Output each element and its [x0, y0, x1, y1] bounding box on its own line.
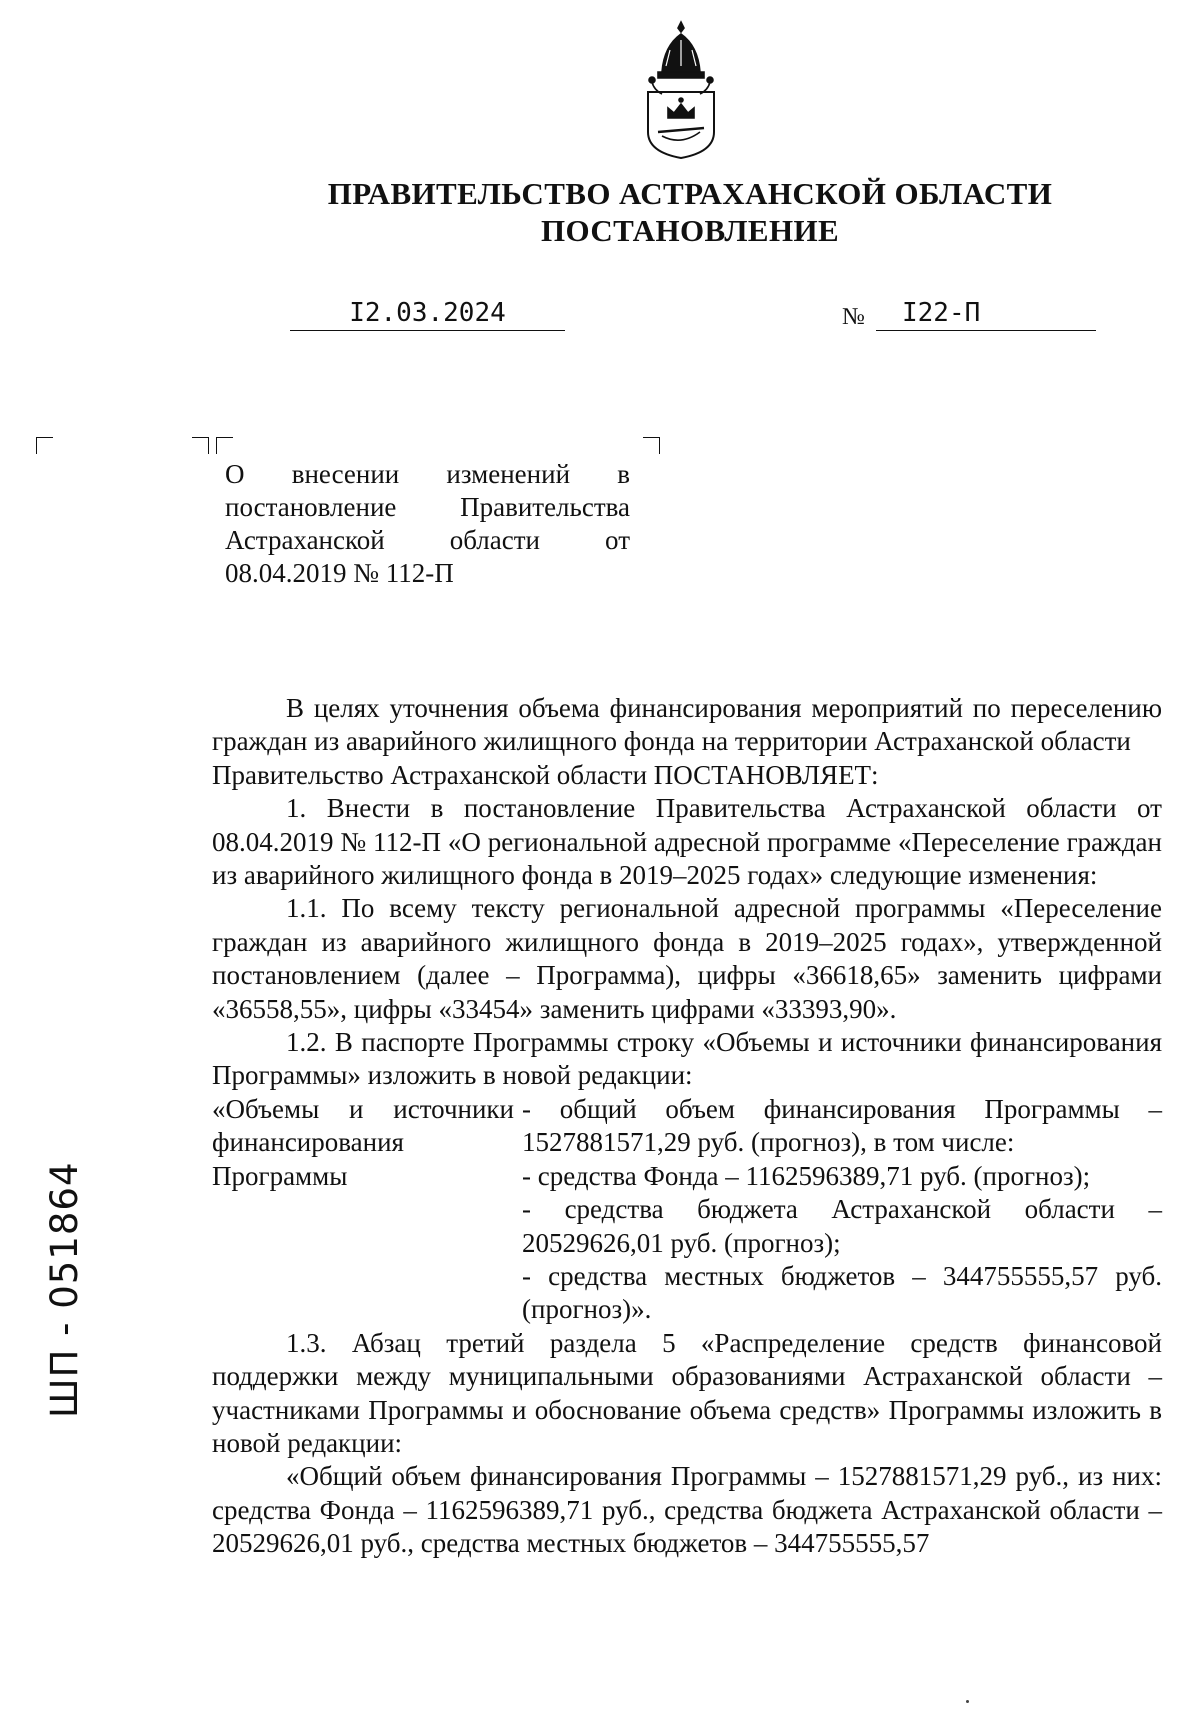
passport-table-row [212, 1093, 1162, 1327]
passport-row-label: «Объемы и источники финансирования Программы [212, 1093, 514, 1191]
passport-value-regional-budget: - средства бюджета Астраханской области – 20529626,01 руб. (прогноз); [522, 1194, 1162, 1258]
passport-value-total: - общий объем финансирования Программы – 1527881571,29 руб. (прогноз), в том числе: [522, 1093, 1162, 1158]
coat-of-arms-emblem [640, 20, 722, 160]
document-date: I2.03.2024 [290, 296, 565, 331]
document-subject: О внесении изменений в постановление Правительства Астраханской области от 08.04.2019 № 112-П [225, 459, 630, 588]
document-type-heading: ПОСТАНОВЛЕНИЕ [540, 213, 840, 248]
scan-speck [966, 1700, 969, 1703]
corner-mark-left [36, 437, 53, 454]
quoted-paragraph: «Общий объем финансирования Программы – 1527881571,29 руб., из них: средства Фонда – 1162596389,71 руб., средства бюджета Астраханской области – 20529626,01 руб., средства местных бюджетов – 344755555,57 [212, 1461, 1162, 1559]
passport-value-fund: - средства Фонда – 1162596389,71 руб. (прогноз); [522, 1160, 1091, 1191]
preamble-paragraph: В целях уточнения объема финансирования мероприятий по переселению граждан из аварийного жилищного фонда на территории Астраханской области [212, 693, 1162, 757]
document-number: I22-П [876, 296, 1096, 331]
corner-mark-subject-right [643, 437, 660, 454]
passport-row-values [522, 1093, 1162, 1327]
side-stamp-number: ШП - 051864 [43, 1161, 86, 1418]
clause-1-2: 1.2. В паспорте Программы строку «Объемы и источники финансирования Программы» изложить в новой редакции: [212, 1027, 1162, 1091]
corner-mark-subject-left-inner [216, 437, 233, 454]
passport-value-local-budgets: - средства местных бюджетов – 344755555,57 руб. (прогноз)». [522, 1260, 1162, 1325]
clause-1-1: 1.1. По всему тексту региональной адресной программы «Переселение граждан из аварийного жилищного фонда в 2019–2025 годах», утвержденной постановлением (далее – Программа), цифры «36618,65» заменить цифрами «36558,55», цифры «33454» заменить цифрами «33393,90». [212, 893, 1162, 1024]
resolves-line: Правительство Астраханской области ПОСТАНОВЛЯЕТ: [212, 759, 879, 790]
government-title: ПРАВИТЕЛЬСТВО АСТРАХАНСКОЙ ОБЛАСТИ [327, 176, 1053, 211]
clause-1: 1. Внести в постановление Правительства Астраханской области от 08.04.2019 № 112-П «О региональной адресной программе «Переселение граждан из аварийного жилищного фонда в 2019–2025 годах» следующие изменения: [212, 793, 1162, 891]
clause-1-3: 1.3. Абзац третий раздела 5 «Распределение средств финансовой поддержки между муниципальными образованиями Астраханской области – участниками Программы и обоснование объема средств» Программы изложить в новой редакции: [212, 1327, 1162, 1458]
number-label: № [842, 304, 865, 330]
corner-mark-subject-left-outer [192, 437, 209, 454]
document-body [212, 692, 1162, 1561]
